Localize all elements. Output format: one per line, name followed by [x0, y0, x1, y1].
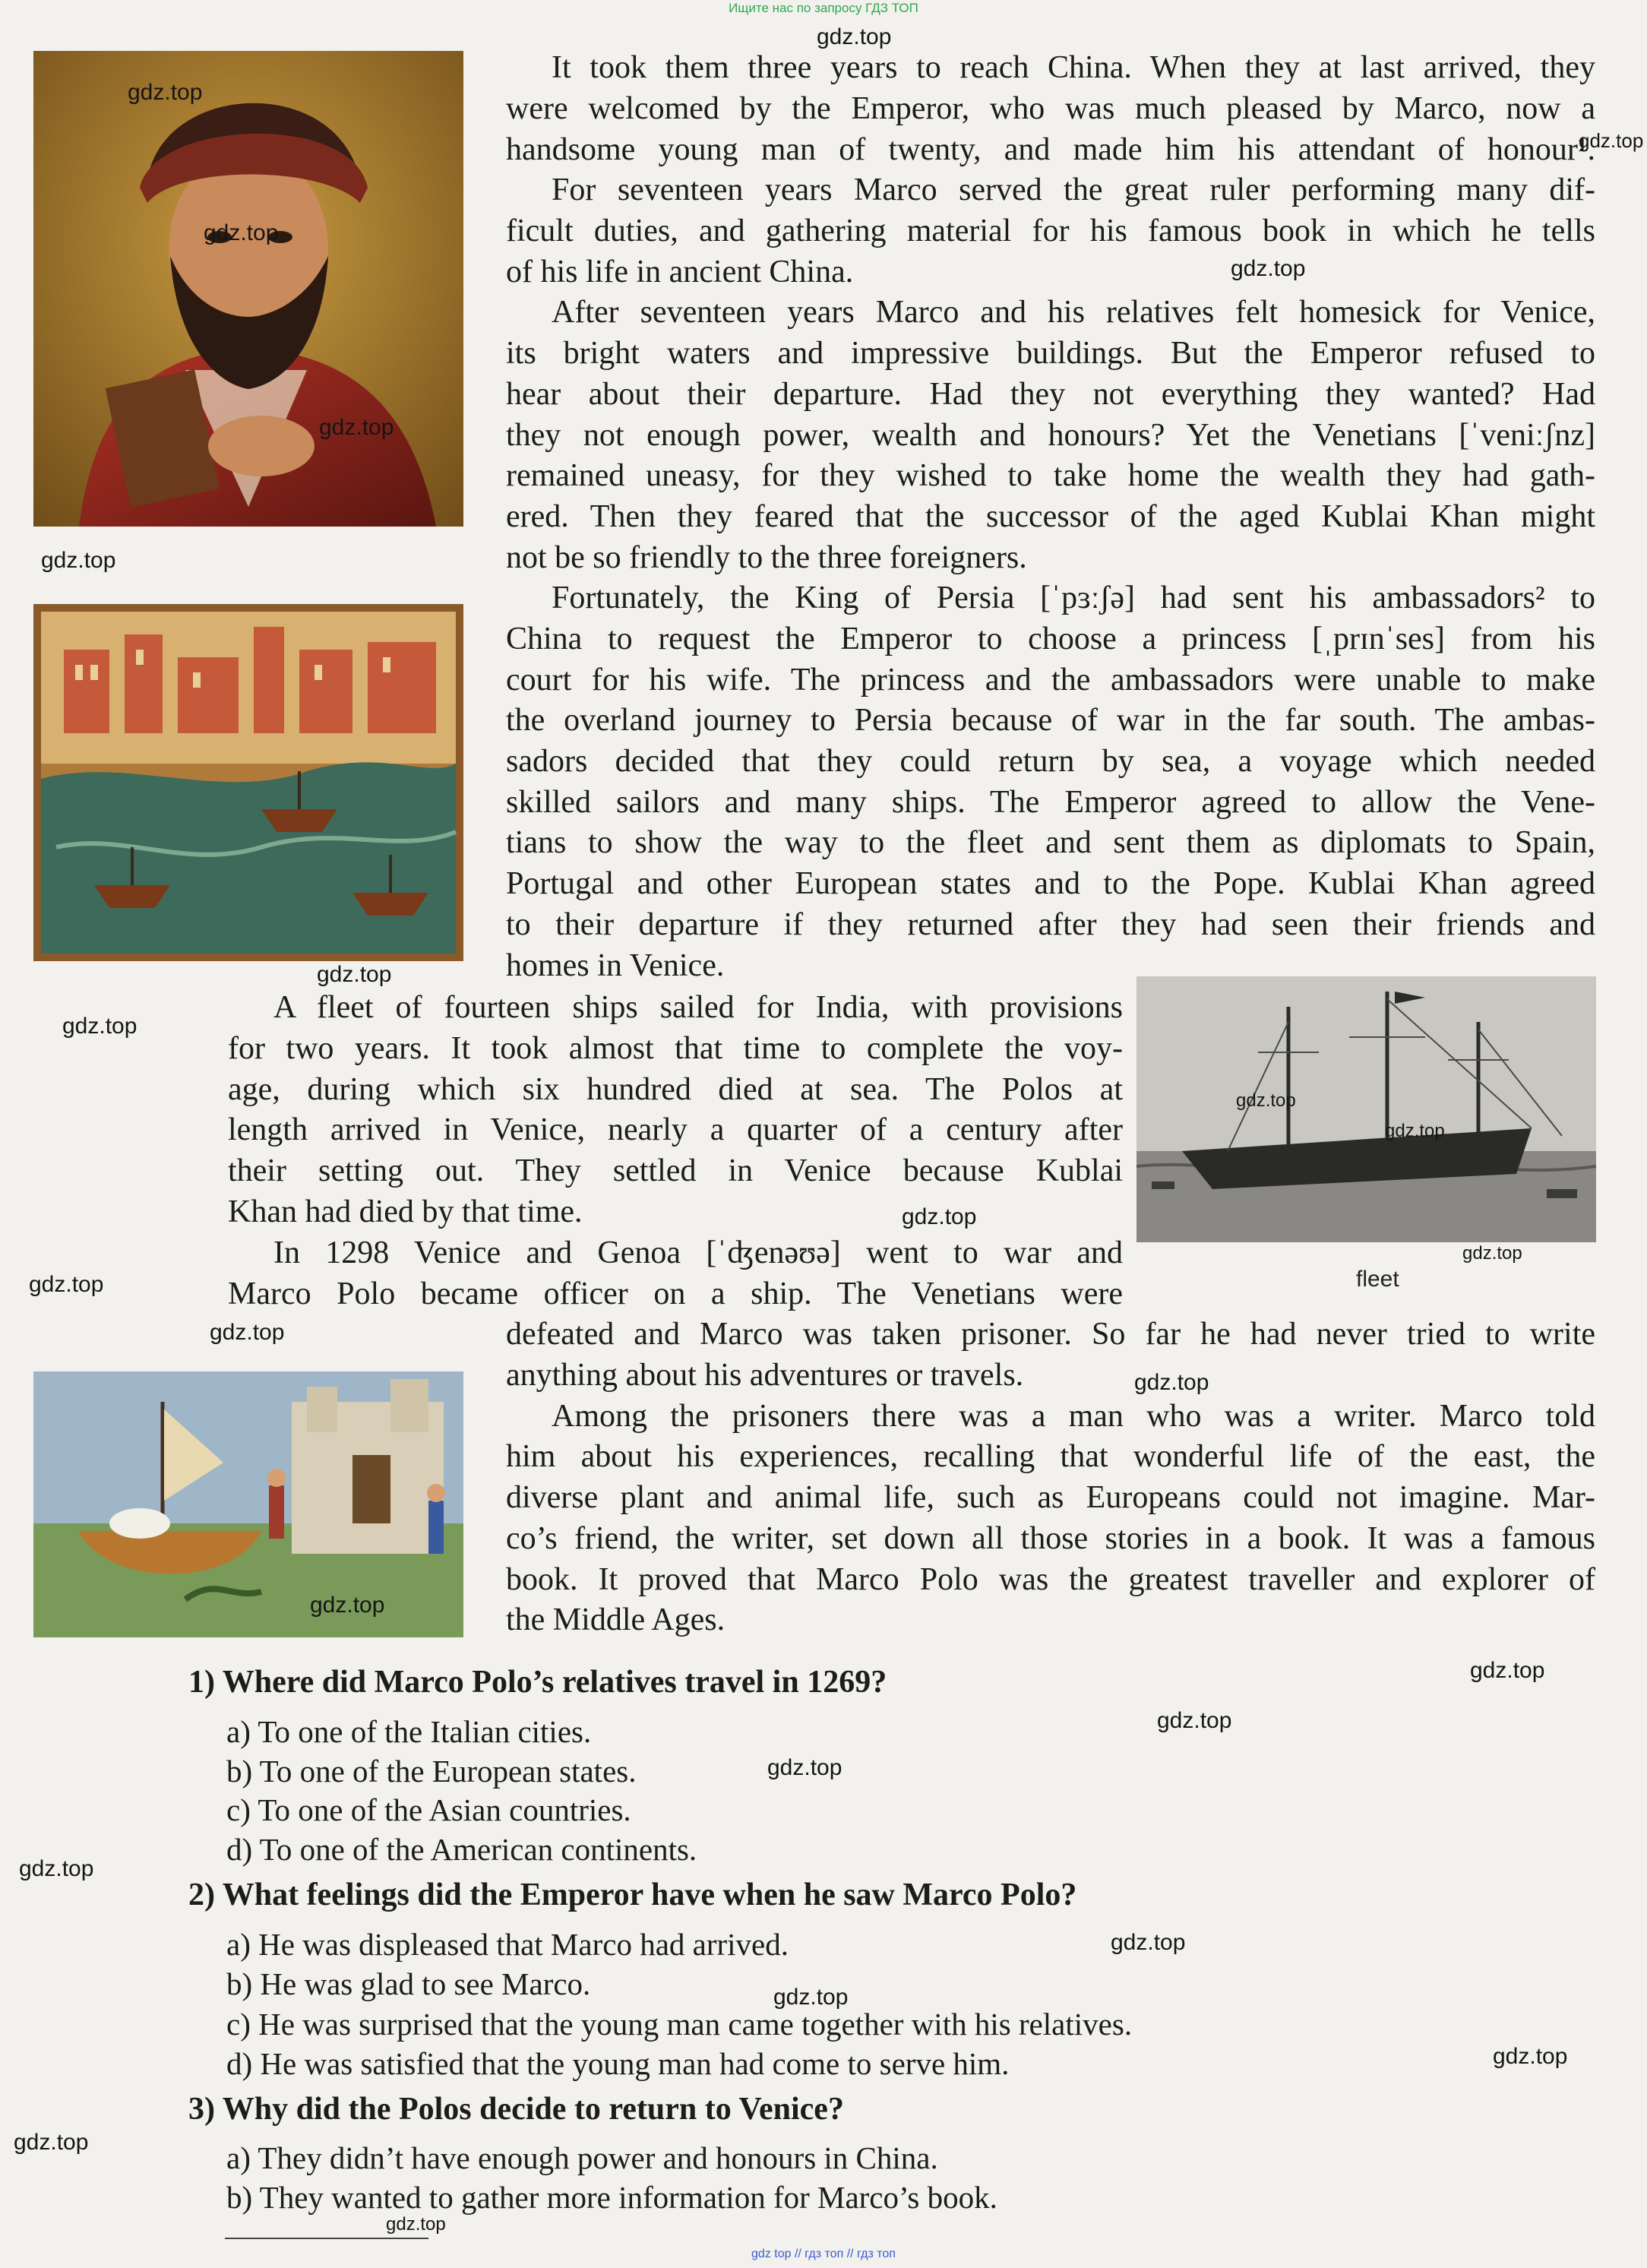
answer-option[interactable]: a) To one of the Italian cities.: [226, 1714, 592, 1749]
footnote-rule: [225, 2238, 428, 2239]
watermark: gdz.top: [1134, 1370, 1209, 1395]
watermark: gdz.top: [1157, 1708, 1232, 1733]
watermark: gdz.top: [210, 1320, 285, 1345]
answer-option[interactable]: b) They wanted to gather more information for Marco’s book.: [226, 2180, 997, 2215]
text-line: defeated and Marco was taken prisoner. So far he had never tried to write: [506, 1317, 1595, 1352]
text-line: the Middle Ages.: [506, 1602, 726, 1637]
answer-option[interactable]: c) He was surprised that the young man came together with his relatives.: [226, 2007, 1133, 2042]
ship-engraving-image: [1136, 976, 1596, 1242]
watermark: gdz.top: [1111, 1930, 1186, 1955]
text-line: Fortunately, the King of Persia [ˈpɜːʃə] had sent his ambassadors² to: [552, 580, 1595, 615]
watermark: gdz.top: [1470, 1658, 1545, 1683]
watermark: gdz.top: [1231, 256, 1306, 281]
text-line: anything about his adventures or travels.: [506, 1358, 1024, 1393]
text-line: co’s friend, the writer, set down all those stories in a book. It was a famous: [506, 1521, 1595, 1556]
text-line: were welcomed by the Emperor, who was much pleased by Marco, now a: [506, 91, 1595, 126]
text-line: ficult duties, and gathering material for his famous book in which he tells: [506, 214, 1595, 248]
text-line: handsome young man of twenty, and made him his attendant of honour¹.: [506, 132, 1595, 167]
text-line: book. It proved that Marco Polo was the greatest traveller and explorer of: [506, 1562, 1595, 1597]
answer-option[interactable]: d) To one of the American continents.: [226, 1832, 697, 1867]
watermark: gdz.top: [1493, 2044, 1568, 2069]
watermark: gdz.top: [319, 415, 394, 440]
text-line: hear about their departure. Had they not everything they wanted? Had: [506, 377, 1595, 412]
text-line: For seventeen years Marco served the great ruler performing many dif-: [552, 172, 1595, 207]
watermark: gdz.top: [317, 962, 392, 987]
text-line: A fleet of fourteen ships sailed for India, with provisions: [273, 990, 1123, 1025]
bottom-footer: gdz top // гдз топ // гдз топ: [751, 2247, 896, 2260]
watermark: gdz.top: [14, 2130, 89, 2155]
text-line: length arrived in Venice, nearly a quarter of a century after: [228, 1112, 1123, 1147]
watermark: gdz.top: [41, 548, 116, 573]
question-1: 1) Where did Marco Polo’s relatives travel in 1269?: [188, 1665, 887, 1700]
answer-option[interactable]: a) They didn’t have enough power and honours in China.: [226, 2140, 938, 2175]
text-line: ered. Then they feared that the successor of the aged Kublai Khan might: [506, 499, 1595, 534]
text-line: of his life in ancient China.: [506, 255, 854, 289]
fleet-caption: fleet: [1356, 1267, 1399, 1292]
text-line: Portugal and other European states and to the Pope. Kublai Khan agreed: [506, 866, 1595, 901]
text-line: the overland journey to Persia because of war in the far south. The ambas-: [506, 703, 1595, 738]
answer-option[interactable]: b) He was glad to see Marco.: [226, 1966, 591, 2001]
watermark: gdz.top: [310, 1593, 385, 1618]
text-line: After seventeen years Marco and his relatives felt homesick for Venice,: [552, 295, 1595, 330]
text-line: him about his experiences, recalling that wonderful life of the east, the: [506, 1439, 1595, 1474]
text-line: age, during which six hundred died at sea. The Polos at: [228, 1072, 1123, 1107]
answer-option[interactable]: a) He was displeased that Marco had arrived.: [226, 1927, 789, 1962]
text-line: skilled sailors and many ships. The Emperor agreed to allow the Vene-: [506, 785, 1595, 820]
watermark: gdz.top: [19, 1856, 94, 1881]
text-line: sadors decided that they could return by sea, a voyage which needed: [506, 744, 1595, 779]
watermark: gdz.top: [128, 80, 203, 105]
answer-option[interactable]: c) To one of the Asian countries.: [226, 1792, 631, 1827]
watermark: gdz.top: [204, 220, 279, 245]
text-line: they not enough power, wealth and honours? Yet the Venetians [ˈveniːʃnz]: [506, 418, 1595, 453]
watermark: gdz.top: [767, 1755, 842, 1780]
text-line: China to request the Emperor to choose a princess [ˌprɪnˈses] from his: [506, 622, 1595, 656]
text-line: Marco Polo became officer on a ship. The Venetians were: [228, 1276, 1123, 1311]
answer-option[interactable]: d) He was satisfied that the young man had come to serve him.: [226, 2046, 1010, 2081]
watermark: gdz.top: [902, 1204, 977, 1229]
text-line: its bright waters and impressive buildings. But the Emperor refused to: [506, 336, 1595, 371]
text-line: to their departure if they returned after they had seen their friends and: [506, 907, 1595, 942]
watermark: gdz.top: [29, 1272, 104, 1297]
text-line: diverse plant and animal life, such as Europeans could not imagine. Mar-: [506, 1480, 1595, 1515]
answer-option[interactable]: b) To one of the European states.: [226, 1754, 637, 1789]
text-line: tians to show the way to the fleet and sent them as diplomats to Spain,: [506, 825, 1595, 860]
text-line: Among the prisoners there was a man who was a writer. Marco told: [552, 1399, 1595, 1434]
watermark: gdz.top: [62, 1014, 138, 1039]
question-3: 3) Why did the Polos decide to return to Venice?: [188, 2092, 844, 2127]
venice-miniature-image: [33, 604, 463, 961]
text-line: their setting out. They settled in Venice because Kublai: [228, 1153, 1123, 1188]
marco-polo-portrait-image: [33, 51, 463, 527]
boat-miniature-image: [33, 1371, 463, 1637]
watermark: gdz.top: [386, 2214, 446, 2235]
text-line: remained uneasy, for they wished to take home the wealth they had gath-: [506, 458, 1595, 493]
text-line: It took them three years to reach China. When they at last arrived, they: [552, 50, 1595, 85]
text-line: In 1298 Venice and Genoa [ˈʤenəʊə] went to war and: [273, 1235, 1123, 1270]
watermark: gdz.top: [817, 24, 892, 49]
text-line: for two years. It took almost that time to complete the voy-: [228, 1031, 1123, 1066]
watermark: gdz.top: [773, 1985, 849, 2010]
top-banner: Ищите нас по запросу ГДЗ ТОП: [729, 1, 918, 15]
text-line: homes in Venice.: [506, 948, 725, 983]
watermark: gdz.top: [1462, 1243, 1522, 1264]
watermark: gdz.top: [1236, 1090, 1296, 1111]
watermark: gdz.top: [1385, 1121, 1445, 1141]
text-line: court for his wife. The princess and the ambassadors were unable to make: [506, 663, 1595, 697]
watermark: gdz.top: [1579, 129, 1644, 152]
text-line: Khan had died by that time.: [228, 1194, 583, 1229]
text-line: not be so friendly to the three foreigners.: [506, 540, 1027, 575]
question-2: 2) What feelings did the Emperor have when he saw Marco Polo?: [188, 1877, 1077, 1912]
